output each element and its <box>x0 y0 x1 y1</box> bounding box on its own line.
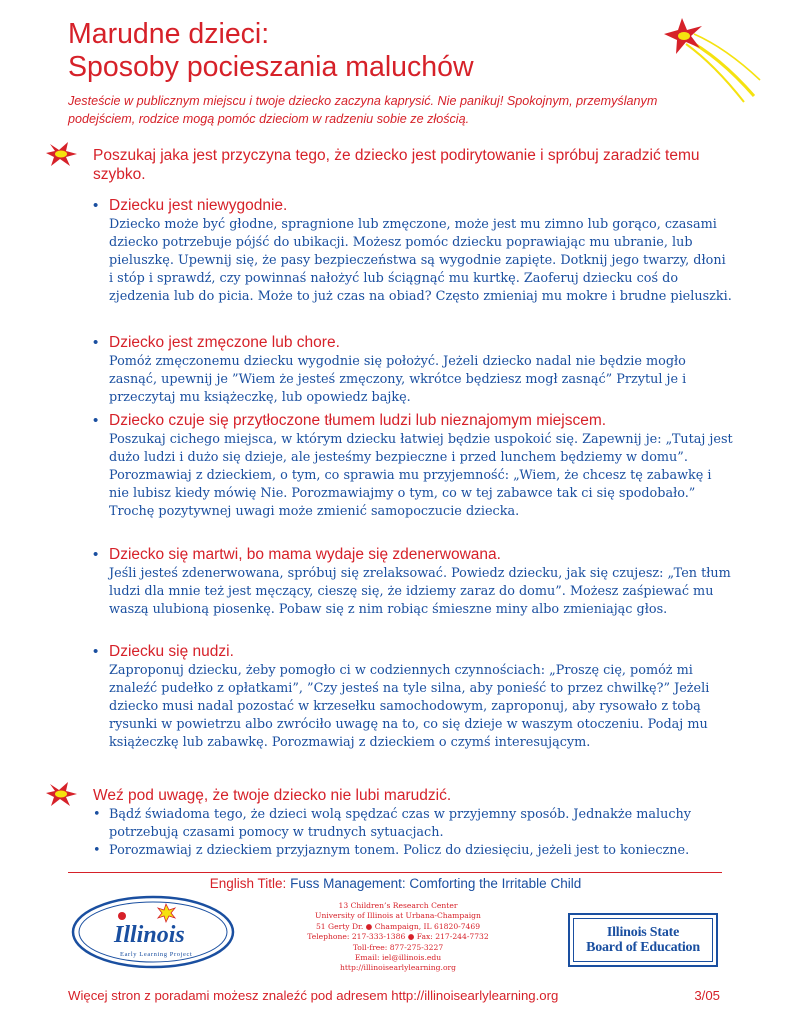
iel-logo <box>70 894 236 970</box>
star-bullet-icon <box>46 140 78 168</box>
cause-text: Poszukaj cichego miejsca, w którym dziecku łatwiej będzie uspokoić się. Zapewnij je: „Tutaj jest dużo ludzi i dużo się dzieje, ale jesteśmy bezpieczne i przed lunchem będziemy w domu”. Porozmawiaj z dzieckiem, o tym, co sprawia mu przyjemność: „Wiem, że chcesz tę zabawkę i nie lubisz kiedy mówię Nie. Porozmawiajmy o tym, co w tej zabawce tak ci się spodobało.” Trochę pozytywnej uwagi może zmienić samopoczucie dziecka. <box>109 432 733 519</box>
cause-text: Zaproponuj dziecku, żeby pomogło ci w codziennych czynnościach: „Proszę cię, pomóż mi znaleźć pudełko z opłatkami”, ”Czy jesteś na tyle silna, aby ponieść to przez chwilkę?” Jeżeli dziecko musi nadal pozostać w krzesełku samochodowym, zaproponuj, aby rysowało z tobą rysunki w powietrzu albo zwróciło uwagę na to, co się dzieje w waszym otoczeniu. Podaj mu książeczkę lub zabawkę. Porozmawiaj z dzieckiem o czymś interesującym. <box>109 663 710 750</box>
contact-line: 51 Gerty Dr. ● Champaign, IL 61820-7469 <box>315 921 481 931</box>
cause-title: • Dziecku jest niewygodnie. <box>93 196 733 215</box>
logo-wordmark: Illinois <box>114 922 185 948</box>
english-title-label: English Title: <box>209 876 287 891</box>
contact-email[interactable]: Email: iel@illinois.edu <box>354 953 442 963</box>
tips-list <box>93 806 733 860</box>
page-title <box>68 18 668 84</box>
list-item: • Porozmawiaj z dzieckiem przyjaznym tonem. Policz do dziesięciu, jeżeli jest to konieczne. <box>93 842 733 860</box>
cause-item-uncomfortable <box>93 196 733 306</box>
section-heading-causes: Poszukaj jaka jest przyczyna tego, że dziecko jest podirytowanie i spróbuj zaradzić temu szybko. <box>93 147 700 183</box>
intro-text: Jesteście w publicznym miejscu i twoje dziecko zaczyna kaprysić. Nie panikuj! Spokojnym, przemyślanym podejściem, rodzice mogą pomóc dzieciom w radzeniu sobie ze złością. <box>68 94 658 126</box>
contact-block <box>268 901 528 974</box>
title-line-2: Sposoby pocieszania maluchów <box>68 51 474 83</box>
english-title-value: Fuss Management: Comforting the Irritable Child <box>290 876 582 891</box>
publication-date: 3/05 <box>694 988 720 1003</box>
more-info-link[interactable]: Więcej stron z poradami możesz znaleźć pod adresem http://illinoisearlylearning.org <box>68 988 559 1003</box>
divider <box>68 872 722 873</box>
cause-item-tired <box>93 333 733 407</box>
isbe-line-2: Board of Education <box>586 940 700 955</box>
english-title <box>0 875 791 892</box>
cause-title: • Dziecku się nudzi. <box>93 642 733 661</box>
cause-title: • Dziecko się martwi, bo mama wydaje się zdenerwowana. <box>93 545 733 564</box>
title-line-1: Marudne dzieci: <box>68 18 270 50</box>
cause-item-bored <box>93 642 733 752</box>
star-bullet-icon <box>46 780 78 808</box>
isbe-logo <box>568 913 718 967</box>
logo-subtext: Early Learning Project <box>120 951 193 958</box>
list-item: • Bądź świadoma tego, że dzieci wolą spędzać czas w przyjemny sposób. Jednakże maluchy potrzebują czasami pomocy w trudnych sytuacjach. <box>93 806 733 842</box>
contact-line: Toll-free: 877-275-3227 <box>352 942 444 952</box>
cause-item-overwhelmed <box>93 411 733 521</box>
cause-text: Pomóż zmęczonemu dziecku wygodnie się położyć. Jeżeli dziecko nadal nie będzie mogło zasnąć, upewnij je ”Wiem że jesteś zmęczony, wkrótce będziesz mogł zasnąć” Przytul je i przeczytaj mu książeczkę, lub opowiedz bajkę. <box>109 354 687 405</box>
contact-line: 13 Children’s Research Center <box>338 901 458 910</box>
contact-line: University of Illinois at Urbana-Champaign <box>315 911 481 921</box>
cause-title: • Dziecko jest zmęczone lub chore. <box>93 333 733 352</box>
cause-text: Dziecko może być głodne, spragnione lub zmęczone, może jest mu zimno lub gorąco, czasami dziecko potrzebuje pójść do ubikacji. Możesz pomóc dziecku poprawiając mu ubranie, lub pieluszkę. Upewnij się, że pasy bezpieczeństwa są wygodnie zapięte. Dotknij jego twarzy, dłoni i stóp i sprawdź, czy powinnaś nałożyć lub ściągnąć mu kurtkę. Zaoferuj dziecku coś do zjedzenia lub do picia. Może to już czas na obiad? Często zmieniaj mu mokre i brudne pieluszki. <box>109 217 732 304</box>
cause-title: • Dziecko czuje się przytłoczone tłumem ludzi lub nieznajomym miejscem. <box>93 411 733 430</box>
contact-line: Telephone: 217-333-1386 ● Fax: 217-244-7732 <box>307 932 489 942</box>
isbe-line-1: Illinois State <box>606 925 680 940</box>
contact-website-link[interactable]: http://illinoisearlylearning.org <box>339 963 457 973</box>
section-heading-consider: Weź pod uwagę, że twoje dziecko nie lubi marudzić. <box>93 787 452 804</box>
cause-text: Jeśli jesteś zdenerwowana, spróbuj się zrelaksować. Powiedz dziecku, jak się czujesz: „Ten tłum ludzi dla mnie też jest męczący, cieszę się, że idziemy zaraz do domu”. Możesz zaśpiewać mu waszą ulubioną piosenkę. Pobaw się z nim robiąc śmieszne miny albo zmieniając głos. <box>109 566 731 617</box>
cause-item-worried <box>93 545 733 619</box>
